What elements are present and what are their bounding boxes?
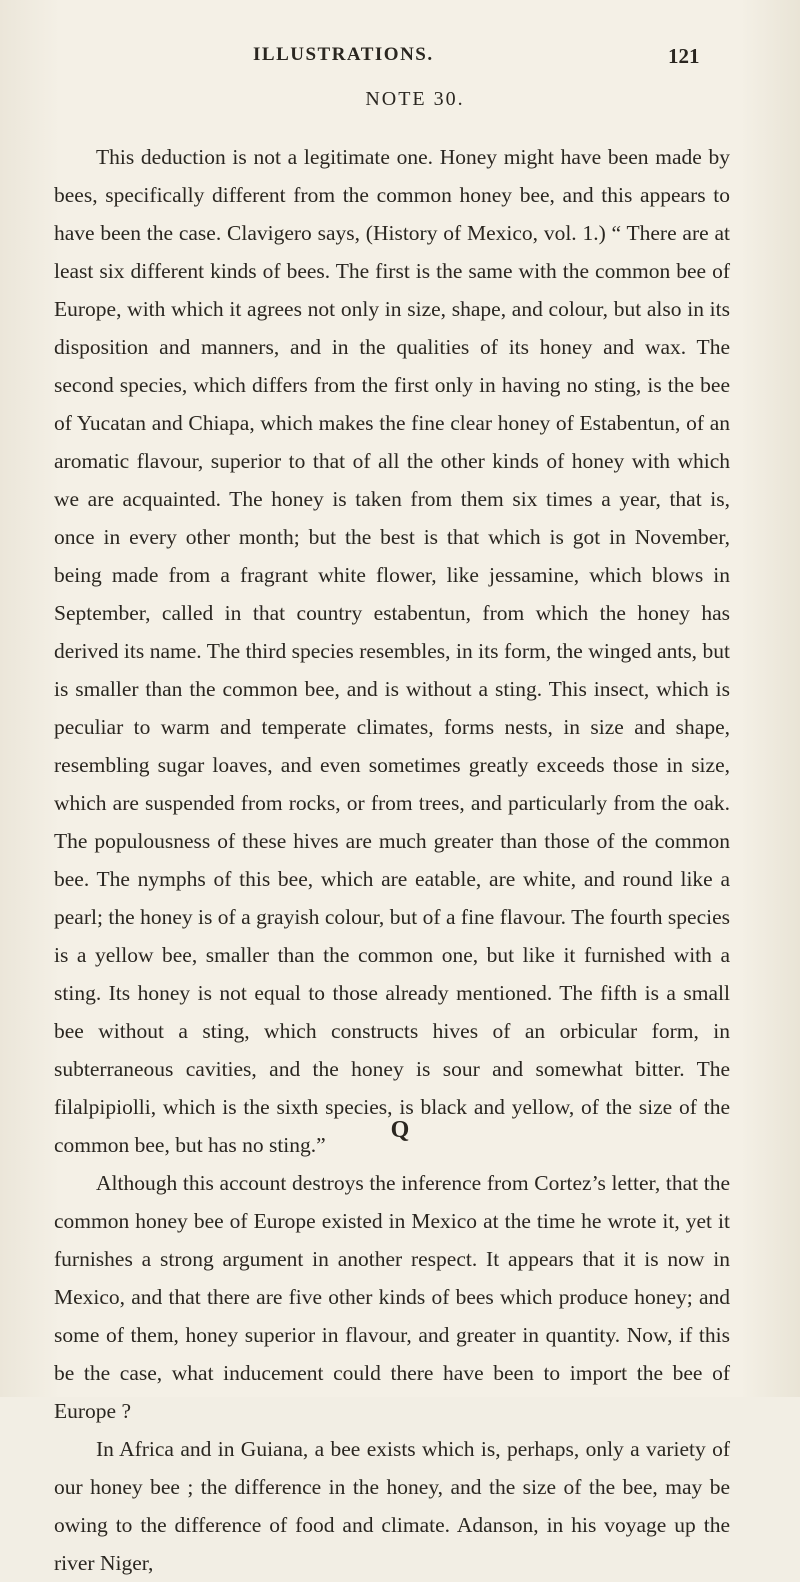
page-header [0, 44, 800, 74]
paragraph-2: Although this account destroys the inference from Cortez’s letter, that the common honey bee of Europe existed in Mexico at the time he wrote it, yet it furnishes a strong argument in another respect. It appears that it is now in Mexico, and that there are five other kinds of bees which produce honey; and some of them, honey superior in flavour, and greater in quantity. Now, if this be the case, what inducement could there have been to import the bee of Europe ? [54, 1171, 730, 1423]
page-number: 121 [668, 44, 700, 68]
paragraph-3: In Africa and in Guiana, a bee exists which is, perhaps, only a variety of our honey bee ; the difference in the honey, and the size of the bee, may be owing to the difference of food and climate. Adanson, in his voyage up the river Niger, [54, 1437, 730, 1575]
body-text [54, 138, 730, 1582]
signature-mark: Q [390, 1117, 410, 1143]
running-head: ILLUSTRATIONS. [253, 44, 434, 65]
paragraph-1: This deduction is not a legitimate one. Honey might have been made by bees, specifically different from the common honey bee, and this appears to have been the case. Clavigero says, (History of Mexico, vol. 1.) “ There are at least six different kinds of bees. The first is the same with the common bee of Europe, with which it agrees not only in size, shape, and colour, but also in its disposition and manners, and in the qualities of its honey and wax. The second species, which differs from the first only in having no sting, is the bee of Yucatan and Chiapa, which makes the fine clear honey of Estabentun, of an aromatic flavour, superior to that of all the other kinds of honey with which we are acquainted. The honey is taken from them six times a year, that is, once in every other month; but the best is that which is got in November, being made from a fragrant white flower, like jessamine, which blows in September, called in that country estabentun, from which the honey has derived its name. The third species resembles, in its form, the winged ants, but is smaller than the common bee, and is without a sting. This insect, which is peculiar to warm and temperate climates, forms nests, in size and shape, resembling sugar loaves, and even sometimes greatly exceeds those in size, which are suspended from rocks, or from trees, and particularly from the oak. The populousness of these hives are much greater than those of the common bee. The nymphs of this bee, which are eatable, are white, and round like a pearl; the honey is of a grayish colour, but of a fine flavour. The fourth species is a yellow bee, smaller than the common one, but like it furnished with a sting. Its honey is not equal to those already mentioned. The fifth is a small bee without a sting, which constructs hives of an orbicular form, in subterraneous cavities, and the honey is sour and somewhat bitter. The filalpipiolli, which is the sixth species, is black and yellow, of the size of the common bee, but has no sting.” [54, 145, 730, 1157]
note-title: NOTE 30. [365, 88, 465, 110]
